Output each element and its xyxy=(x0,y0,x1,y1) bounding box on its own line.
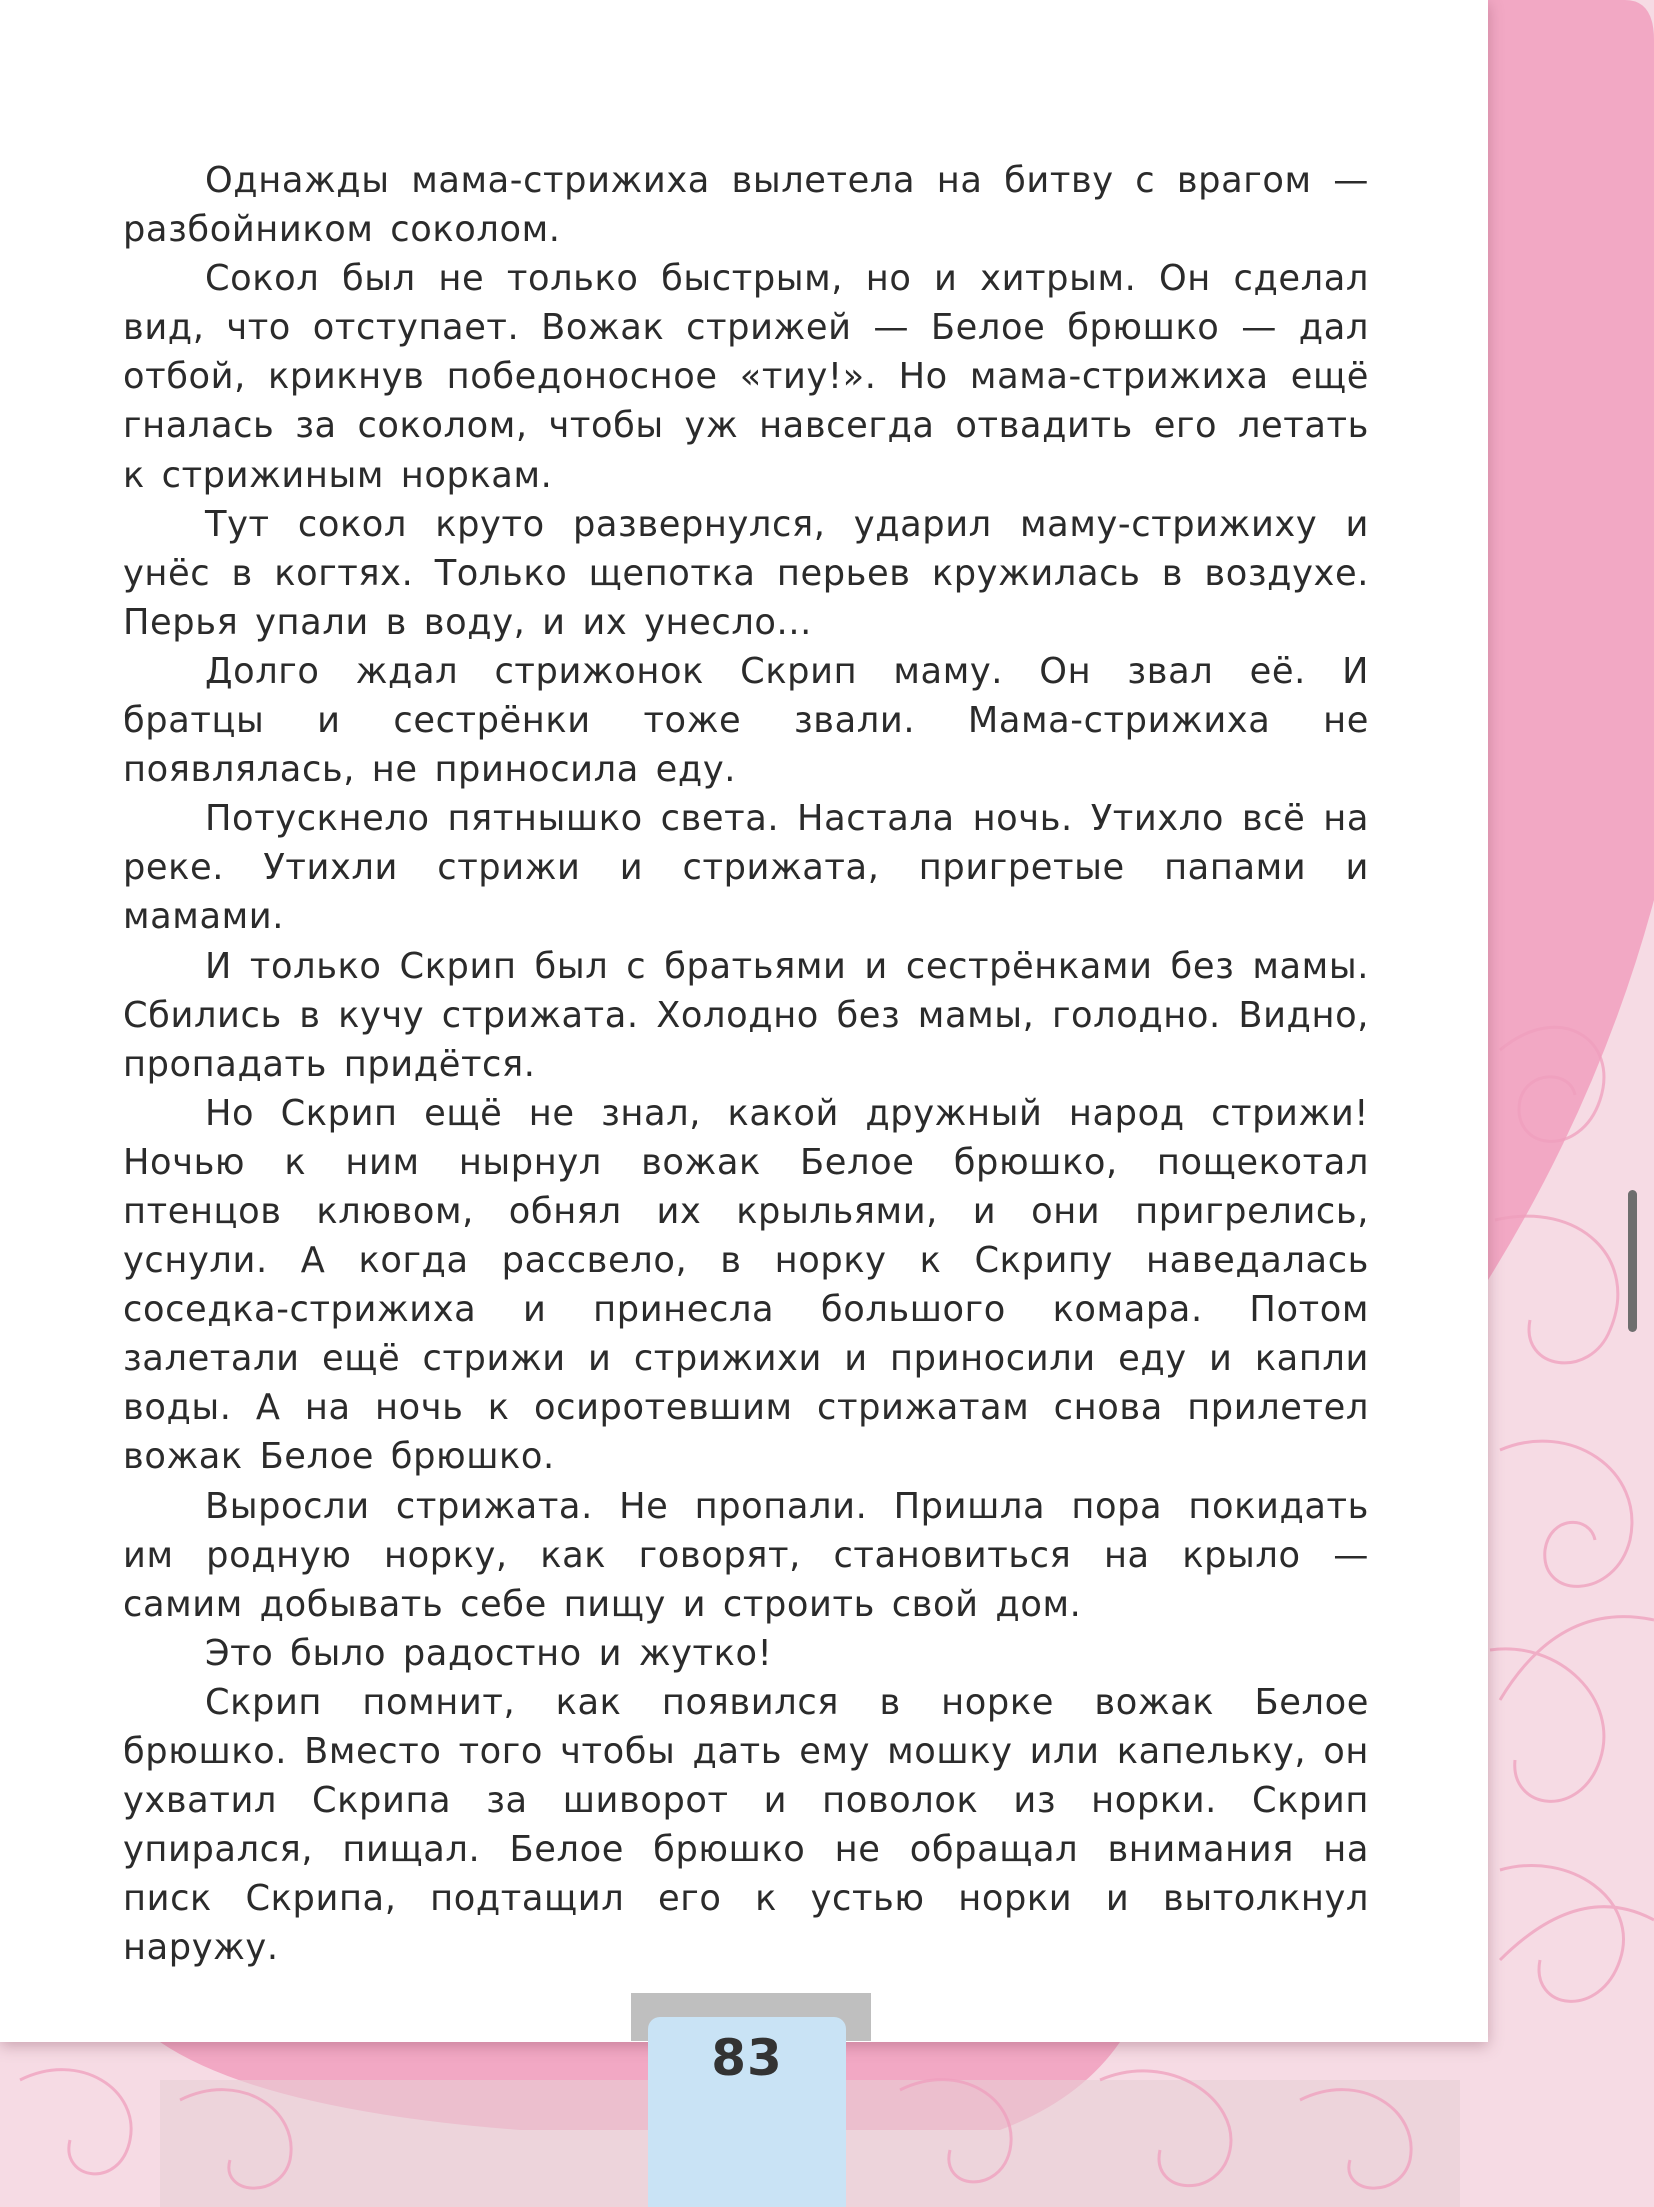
paragraph: Но Скрип ещё не знал, какой дружный народ стрижи! Ночью к ним нырнул вожак Белое брюшко, пощекотал птенцов клювом, обнял их крыльями, и они пригрелись, уснули. А когда рассвело, в норку к Скрипу наведалась соседка-стрижиха и принесла большого комара. Потом залетали ещё стрижи и стрижихи и приносили еду и капли воды. А на ночь к осиротевшим стрижатам снова прилетел вожак Белое брюшко. xyxy=(123,1092,1369,1478)
paragraph: Однажды мама-стрижиха вылетела на битву с врагом — разбойником соколом. xyxy=(123,160,1369,251)
story-text xyxy=(123,156,1369,1972)
paragraph: И только Скрип был с братьями и сестрёнками без мамы. Сбились в кучу стрижата. Холодно без мамы, голодно. Видно, пропадать придётся. xyxy=(123,945,1369,1085)
page-number: 83 xyxy=(711,2029,783,2087)
paragraph: Выросли стрижата. Не пропали. Пришла пора покидать им родную норку, как говорят, становиться на крыло — самим добывать себе пищу и строить свой дом. xyxy=(123,1485,1369,1625)
paragraph: Долго ждал стрижонок Скрип маму. Он звал её. И братцы и сестрёнки тоже звали. Мама-стрижиха не появлялась, не приносила еду. xyxy=(123,650,1369,791)
page-number-badge xyxy=(648,2017,846,2207)
paragraph: Потускнело пятнышко света. Настала ночь. Утихло всё на реке. Утихли стрижи и стрижата, пригретые папами и мамами. xyxy=(123,798,1369,938)
paragraph: Это было радостно и жутко! xyxy=(205,1632,773,1674)
paragraph: Сокол был не только быстрым, но и хитрым. Он сделал вид, что отступает. Вожак стрижей — Белое брюшко — дал отбой, крикнув победоносное «тиу!». Но мама-стрижиха ещё гналась за соколом, чтобы уж навсегда отвадить его летать к стрижиным норкам. xyxy=(123,258,1369,496)
scrollbar-thumb[interactable] xyxy=(1628,1190,1637,1332)
paragraph: Тут сокол круто развернулся, ударил маму-стрижиху и унёс в когтях. Только щепотка перьев кружилась в воздухе. Перья упали в воду, и их унесло... xyxy=(123,503,1369,643)
paragraph: Скрип помнит, как появился в норке вожак Белое брюшко. Вместо того чтобы дать ему мошку или капельку, он ухватил Скрипа за шиворот и поволок из норки. Скрип упирался, пищал. Белое брюшко не обращал внимания на писк Скрипа, подтащил его к устью норки и вытолкнул наружу. xyxy=(123,1681,1369,1969)
